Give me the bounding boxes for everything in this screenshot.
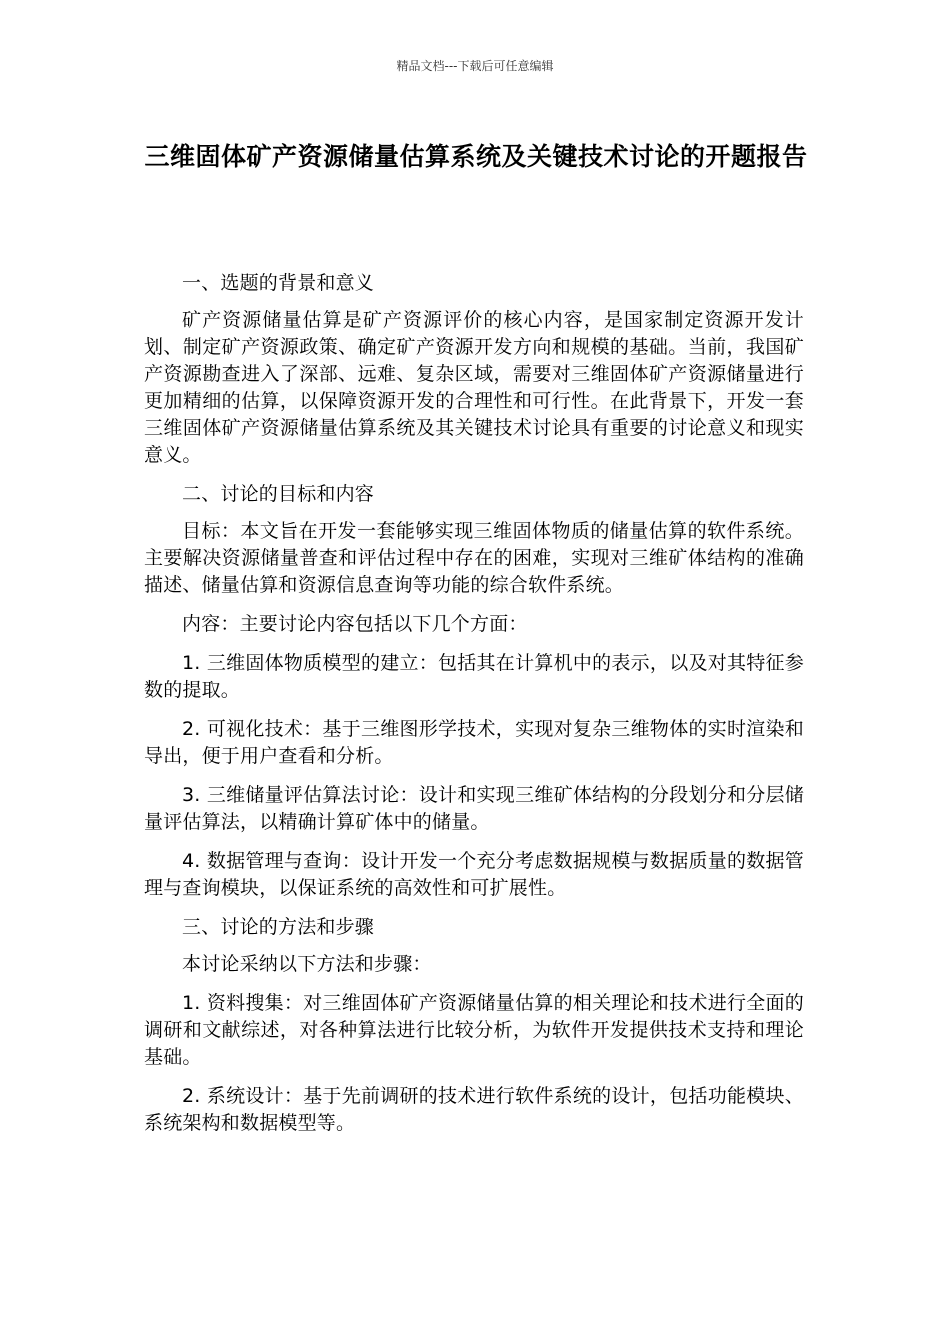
- section-heading-methods: 三、讨论的方法和步骤: [182, 916, 375, 938]
- header-note: 精品文档---下载后可任意编辑: [396, 59, 554, 73]
- document-title: 三维固体矿产资源储量估算系统及关键技术讨论的开题报告: [144, 142, 808, 171]
- paragraph-background: 矿产资源储量估算是矿产资源评价的核心内容，是国家制定资源开发计划、制定矿产资源政策、确定矿产资源开发方向和规模的基础。当前，我国矿产资源勘查进入了深部、远难、复杂区域，需要对三维固体矿产资源储量进行更加精细的估算，以保障资源开发的合理性和可行性。在此背景下，开发一套三维固体矿产资源储量估算系统及其关键技术讨论具有重要的讨论意义和现实意义。: [144, 309, 804, 466]
- paragraph-content-intro: 内容：主要讨论内容包括以下几个方面：: [182, 613, 528, 635]
- list-item-content-3: 3. 三维储量评估算法讨论：设计和实现三维矿体结构的分段划分和分层储量评估算法，以精确计算矿体中的储量。: [144, 784, 804, 833]
- section-heading-background: 一、选题的背景和意义: [182, 272, 375, 294]
- list-item-content-2: 2. 可视化技术：基于三维图形学技术，实现对复杂三维物体的实时渲染和导出，便于用户查看和分析。: [144, 718, 804, 767]
- list-item-content-4: 4. 数据管理与查询：设计开发一个充分考虑数据规模与数据质量的数据管理与查询模块，以保证系统的高效性和可扩展性。: [144, 850, 804, 899]
- list-item-method-1: 1. 资料搜集：对三维固体矿产资源储量估算的相关理论和技术进行全面的调研和文献综述，对各种算法进行比较分析，为软件开发提供技术支持和理论基础。: [144, 992, 804, 1068]
- document-body: [144, 270, 804, 1149]
- list-item-method-2: 2. 系统设计：基于先前调研的技术进行软件系统的设计，包括功能模块、系统架构和数据模型等。: [144, 1085, 804, 1134]
- paragraph-methods-intro: 本讨论采纳以下方法和步骤：: [182, 953, 432, 975]
- paragraph-goal: 目标：本文旨在开发一套能够实现三维固体物质的储量估算的软件系统。主要解决资源储量普查和评估过程中存在的困难，实现对三维矿体结构的准确描述、储量估算和资源信息查询等功能的综合软件系统。: [144, 520, 804, 596]
- section-heading-goals: 二、讨论的目标和内容: [182, 483, 375, 505]
- list-item-content-1: 1. 三维固体物质模型的建立：包括其在计算机中的表示，以及对其特征参数的提取。: [144, 652, 804, 701]
